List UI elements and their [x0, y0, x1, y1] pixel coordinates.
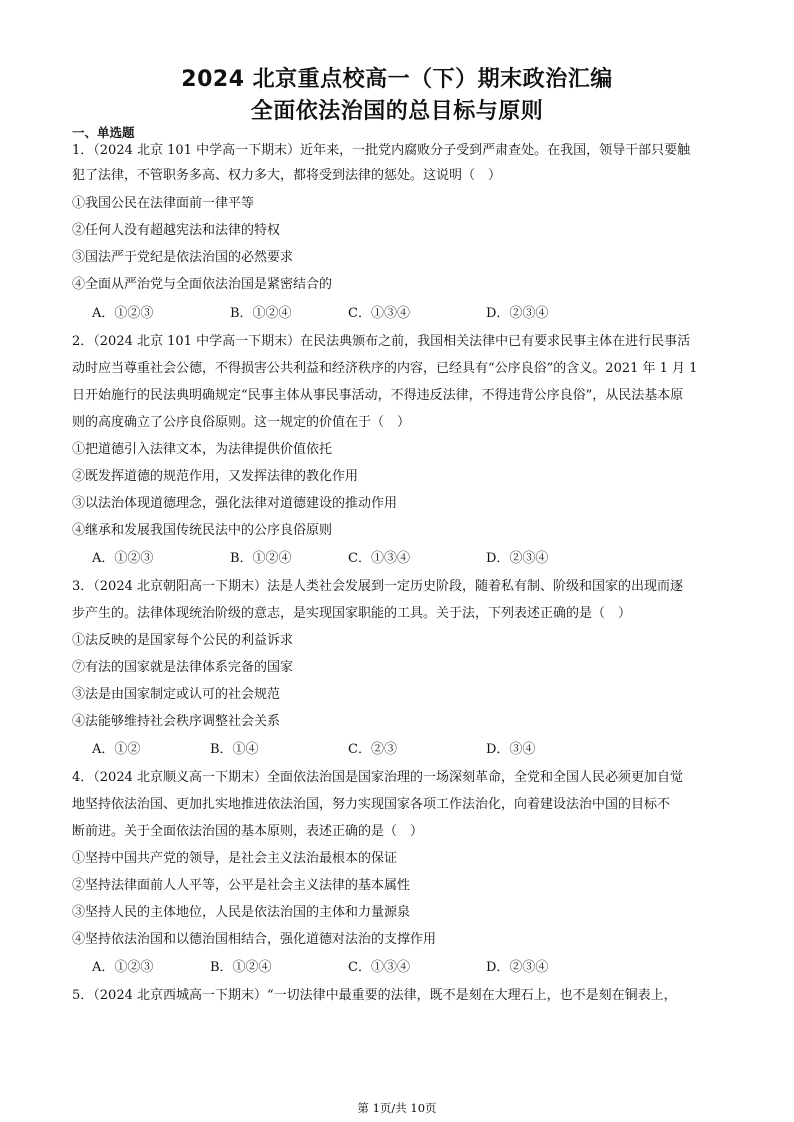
option-a[interactable]: A．①②③: [92, 551, 154, 566]
option-b[interactable]: B．①②④: [230, 551, 292, 566]
page-footer: 第 1页/共 10页: [357, 1101, 437, 1115]
question-text-line: 地坚持依法治国、更加扎实地推进依法治国，努力实现国家各项工作法治化，向着建设法治中国的目标不: [72, 797, 671, 812]
statement: ④继承和发展我国传统民法中的公序良俗原则: [72, 523, 333, 538]
question-text-line: 日开始施行的民法典明确规定“民事主体从事民事活动，不得违反法律，不得违背公序良俗”，从民法基本原: [72, 388, 684, 403]
statement: ④坚持依法治国和以德治国相结合，强化道德对法治的支撑作用: [72, 932, 437, 947]
document-title: 2024 北京重点校高一（下）期末政治汇编: [181, 67, 613, 92]
option-c[interactable]: C．①③④: [348, 551, 410, 566]
option-d[interactable]: D．②③④: [486, 306, 549, 321]
option-d[interactable]: D．②③④: [486, 960, 549, 975]
question-text-line: 2．（2024 北京 101 中学高一下期末）在民法典颁布之前，我国相关法律中已有要求民事主体在进行民事活: [72, 334, 691, 349]
section-heading: 一、单选题: [72, 125, 135, 140]
statement: ②坚持法律面前人人平等，公平是社会主义法律的基本属性: [72, 878, 411, 893]
option-c[interactable]: C．①③④: [348, 306, 410, 321]
option-d[interactable]: D．③④: [486, 742, 536, 757]
statement: ④全面从严治党与全面依法治国是紧密结合的: [72, 277, 333, 292]
statement: ③法是由国家制定或认可的社会规范: [72, 687, 281, 702]
statement: ⑦有法的国家就是法律体系完备的国家: [72, 660, 294, 675]
statement: ①我国公民在法律面前一律平等: [72, 196, 255, 211]
option-d[interactable]: D．②③④: [486, 551, 549, 566]
question-text-line: 犯了法律，不管职务多高、权力多大，都将受到法律的惩处。这说明（ ）: [72, 168, 502, 183]
statement: ②任何人没有超越宪法和法律的特权: [72, 223, 281, 238]
question-text-line: 动时应当尊重社会公德，不得损害公共利益和经济秩序的内容，已经具有“公序良俗”的含义。2021 年 1 月 1: [72, 361, 698, 376]
option-c[interactable]: C．①③④: [348, 960, 410, 975]
question-text-line: 1．（2024 北京 101 中学高一下期末）近年来，一批党内腐败分子受到严肃查处。在我国，领导干部只要触: [72, 143, 691, 158]
statement: ③坚持人民的主体地位，人民是依法治国的主体和力量源泉: [72, 905, 411, 920]
question-text-line: 4．（2024 北京顺义高一下期末）全面依法治国是国家治理的一场深刻革命，全党和全国人民必须更加自觉: [72, 770, 683, 785]
option-b[interactable]: B．①②④: [230, 306, 292, 321]
option-b[interactable]: B．①④: [210, 742, 259, 757]
question-text-line: 5．（2024 北京西城高一下期末）“一切法律中最重要的法律，既不是刻在大理石上，也不是刻在铜表上，: [72, 988, 677, 1003]
option-a[interactable]: A．①②: [92, 742, 141, 757]
statement: ①坚持中国共产党的领导，是社会主义法治最根本的保证: [72, 851, 398, 866]
question-text-line: 则的高度确立了公序良俗原则。这一规定的价值在于（ ）: [72, 415, 411, 430]
option-c[interactable]: C．②③: [348, 742, 397, 757]
statement: ③以法治体现道德理念，强化法律对道德建设的推动作用: [72, 496, 398, 511]
document-subtitle: 全面依法治国的总目标与原则: [250, 99, 544, 124]
statement: ④法能够维持社会秩序调整社会关系: [72, 714, 281, 729]
statement: ①把道德引入法律文本，为法律提供价值依托: [72, 442, 333, 457]
option-a[interactable]: A．①②③: [92, 306, 154, 321]
statement: ②既发挥道德的规范作用，又发挥法律的教化作用: [72, 469, 359, 484]
question-text-line: 步产生的。法律体现统治阶级的意志，是实现国家职能的工具。关于法，下列表述正确的是（ ）: [72, 606, 632, 621]
option-a[interactable]: A．①②③: [92, 960, 154, 975]
statement: ③国法严于党纪是依法治国的必然要求: [72, 250, 294, 265]
option-b[interactable]: B．①②④: [210, 960, 272, 975]
statement: ①法反映的是国家每个公民的利益诉求: [72, 633, 294, 648]
question-text-line: 3．（2024 北京朝阳高一下期末）法是人类社会发展到一定历史阶段，随着私有制、阶级和国家的出现而逐: [72, 579, 683, 594]
question-text-line: 断前进。关于全面依法治国的基本原则，表述正确的是（ ）: [72, 824, 424, 839]
